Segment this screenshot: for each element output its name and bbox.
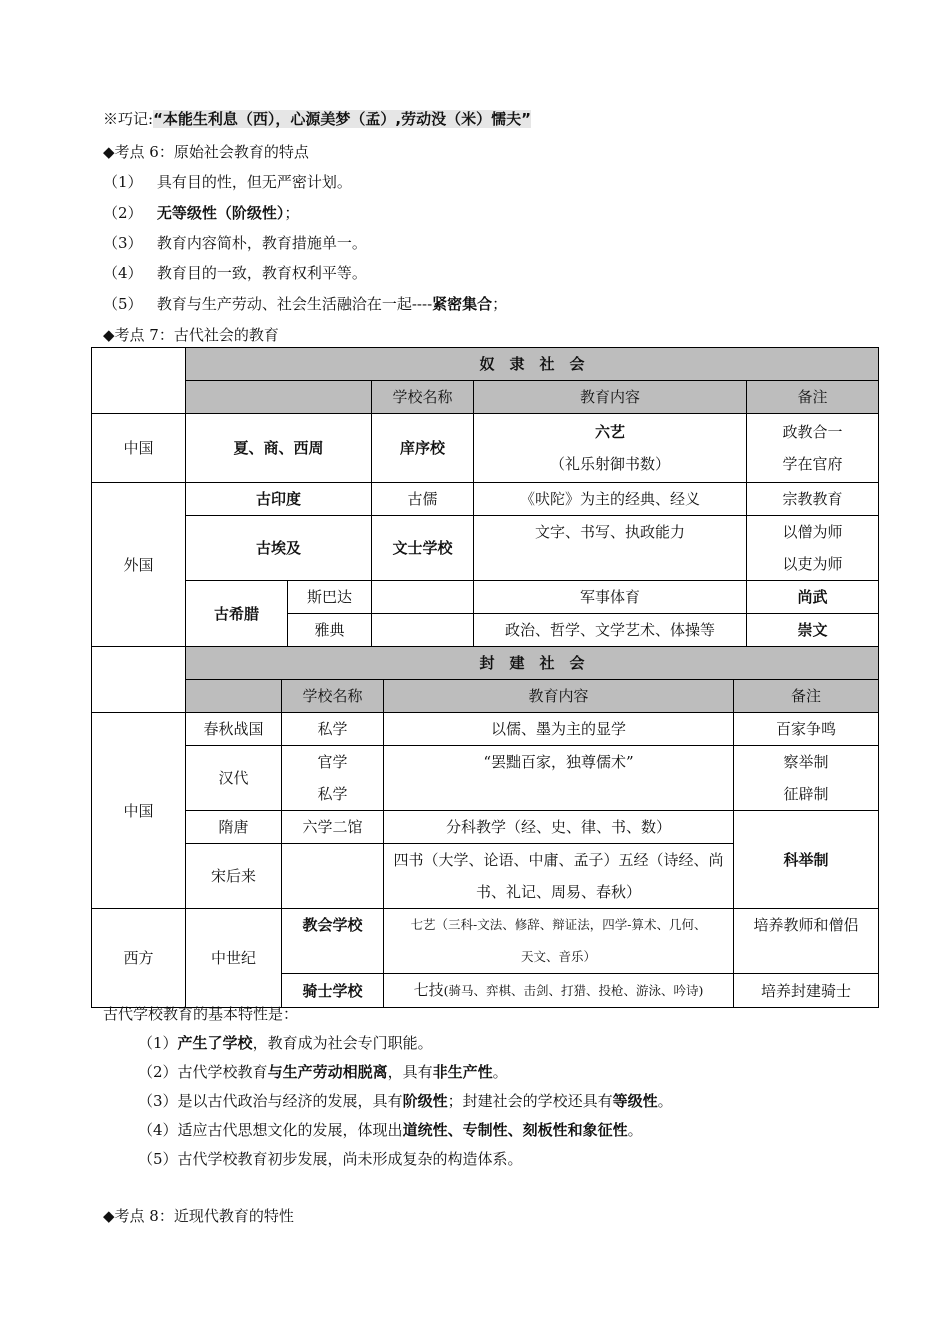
item-text: 古代学校教育 bbox=[177, 1063, 268, 1081]
feudal-society-table bbox=[91, 646, 879, 1008]
ancient-item-5 bbox=[138, 1149, 523, 1169]
note-church: 培养教师和僧侣 bbox=[734, 909, 879, 974]
content-liuyi bbox=[474, 414, 747, 483]
school-empty bbox=[372, 581, 474, 614]
note-line: 学在官府 bbox=[782, 455, 843, 473]
school-scribe: 文士学校 bbox=[372, 516, 474, 581]
period-sui-tang: 隋唐 bbox=[186, 811, 282, 844]
content-church bbox=[384, 909, 734, 974]
item-bold: 阶级性 bbox=[402, 1092, 448, 1110]
content-line: 天文、音乐） bbox=[520, 949, 596, 964]
item-bold: 紧密集合 bbox=[432, 295, 493, 313]
slave-header: 奴 隶 社 会 bbox=[186, 348, 879, 381]
country-greece: 古希腊 bbox=[186, 581, 288, 647]
school-guru: 古儒 bbox=[372, 483, 474, 516]
content-sub: （礼乐射御书数） bbox=[549, 455, 670, 473]
school-empty bbox=[282, 844, 384, 909]
region-west: 西方 bbox=[92, 909, 186, 1008]
note-religion: 宗教教育 bbox=[747, 483, 879, 516]
note-knight: 培养封建骑士 bbox=[734, 974, 879, 1008]
content-sui-tang: 分科教学（经、史、律、书、数） bbox=[384, 811, 734, 844]
kp6-item-5 bbox=[103, 294, 507, 314]
period-medieval: 中世纪 bbox=[186, 909, 282, 1008]
slave-society-table bbox=[91, 347, 879, 647]
item-bold: 等级性 bbox=[612, 1092, 658, 1110]
note-line: 以僧为师 bbox=[782, 523, 843, 541]
city-sparta: 斯巴达 bbox=[288, 581, 372, 614]
blank-header bbox=[186, 381, 372, 414]
school-xiangxu: 庠序校 bbox=[372, 414, 474, 483]
corner-cell bbox=[92, 647, 186, 713]
note-line: 以吏为师 bbox=[782, 555, 843, 573]
region-foreign: 外国 bbox=[92, 483, 186, 647]
item-num: （5） bbox=[138, 1150, 178, 1168]
item-text: 。 bbox=[492, 1063, 508, 1081]
item-text: 具有目的性，但无严密计划。 bbox=[156, 173, 352, 191]
kp8-title: ◆考点 8：近现代教育的特性 bbox=[103, 1207, 294, 1225]
kp6-title: ◆考点 6：原始社会教育的特点 bbox=[103, 143, 309, 161]
content-veda: 《吠陀》为主的经典、经义 bbox=[474, 483, 747, 516]
school-empty bbox=[372, 614, 474, 647]
region-china: 中国 bbox=[92, 713, 186, 909]
note-line: 政教合一 bbox=[782, 423, 843, 441]
item-num: （1） bbox=[103, 173, 143, 191]
note-china bbox=[747, 414, 879, 483]
note-line: 征辟制 bbox=[783, 785, 829, 803]
note-han bbox=[734, 746, 879, 811]
ancient-item-4 bbox=[138, 1120, 643, 1140]
note-keju: 科举制 bbox=[734, 811, 879, 909]
school-church: 教会学校 bbox=[282, 909, 384, 974]
region-china: 中国 bbox=[92, 414, 186, 483]
kp6-item-3 bbox=[103, 233, 367, 253]
item-bold: 道统性、专制性、刻板性和象征性 bbox=[402, 1121, 628, 1139]
content-main: 六艺 bbox=[594, 423, 625, 441]
col-school-name: 学校名称 bbox=[282, 680, 384, 713]
country-egypt: 古埃及 bbox=[186, 516, 372, 581]
period-song: 宋后来 bbox=[186, 844, 282, 909]
school-sui-tang: 六学二馆 bbox=[282, 811, 384, 844]
corner-cell bbox=[92, 348, 186, 414]
content-song bbox=[384, 844, 734, 909]
note-line: 察举制 bbox=[783, 753, 829, 771]
note-spring: 百家争鸣 bbox=[734, 713, 879, 746]
col-note: 备注 bbox=[747, 381, 879, 414]
kp6-item-4 bbox=[103, 263, 367, 283]
feudal-header: 封 建 社 会 bbox=[186, 647, 879, 680]
ancient-item-2 bbox=[138, 1062, 508, 1082]
ancient-item-1 bbox=[138, 1033, 433, 1053]
content-line: 四书（大学、论语、中庸、孟子）五经（诗经、尚 bbox=[393, 851, 724, 869]
school-han bbox=[282, 746, 384, 811]
item-text: 教育目的一致，教育权利平等。 bbox=[156, 264, 367, 282]
school-line: 官学 bbox=[317, 753, 348, 771]
col-note: 备注 bbox=[734, 680, 879, 713]
content-han: “罢黜百家，独尊儒术” bbox=[384, 746, 734, 811]
content-sparta: 军事体育 bbox=[474, 581, 747, 614]
col-content: 教育内容 bbox=[384, 680, 734, 713]
col-school-name: 学校名称 bbox=[372, 381, 474, 414]
mnemonic-text: “本能生利息（西），心源美梦（孟）,劳动没（米）懦夫” bbox=[153, 110, 531, 128]
item-text: ；封建社会的学校还具有 bbox=[447, 1092, 613, 1110]
ancient-title: 古代学校教育的基本特性是： bbox=[103, 1005, 299, 1023]
content-sub: (骑马、弈棋、击剑、打猎、投枪、游泳、吟诗) bbox=[443, 983, 704, 998]
item-num: （2） bbox=[103, 204, 143, 222]
country-india: 古印度 bbox=[186, 483, 372, 516]
school-knight: 骑士学校 bbox=[282, 974, 384, 1008]
item-text: 。 bbox=[627, 1121, 643, 1139]
item-text: ； bbox=[284, 204, 300, 222]
item-text: ，具有 bbox=[387, 1063, 433, 1081]
item-text: ，教育成为社会专门职能。 bbox=[252, 1034, 433, 1052]
school-private: 私学 bbox=[282, 713, 384, 746]
kp7-title: ◆考点 7：古代社会的教育 bbox=[103, 326, 279, 344]
item-tail: ； bbox=[492, 295, 508, 313]
mnemonic-line bbox=[103, 109, 531, 129]
item-num: （2） bbox=[138, 1063, 178, 1081]
item-text: 古代学校教育初步发展，尚未形成复杂的构造体系。 bbox=[177, 1150, 523, 1168]
item-num: （4） bbox=[138, 1121, 178, 1139]
item-bold: 产生了学校 bbox=[177, 1034, 253, 1052]
period-spring-autumn: 春秋战国 bbox=[186, 713, 282, 746]
content-spring: 以儒、墨为主的显学 bbox=[384, 713, 734, 746]
item-text: 适应古代思想文化的发展，体现出 bbox=[177, 1121, 403, 1139]
blank-header bbox=[186, 680, 282, 713]
ancient-item-3 bbox=[138, 1091, 673, 1111]
item-text: 。 bbox=[657, 1092, 673, 1110]
note-egypt bbox=[747, 516, 879, 581]
item-bold: 非生产性 bbox=[432, 1063, 493, 1081]
item-bold: 无等级性（阶级性） bbox=[156, 204, 285, 222]
item-num: （3） bbox=[103, 234, 143, 252]
school-line: 私学 bbox=[317, 785, 348, 803]
item-num: （1） bbox=[138, 1034, 178, 1052]
content-knight bbox=[384, 974, 734, 1008]
content-line: 书、礼记、周易、春秋） bbox=[475, 883, 641, 901]
city-athens: 雅典 bbox=[288, 614, 372, 647]
item-text: 是以古代政治与经济的发展，具有 bbox=[177, 1092, 403, 1110]
item-bold: 与生产劳动相脱离 bbox=[267, 1063, 388, 1081]
item-text: 教育内容简朴，教育措施单一。 bbox=[156, 234, 367, 252]
item-text: 教育与生产劳动、社会生活融洽在一起---- bbox=[156, 295, 433, 313]
content-line: 七艺（三科-文法、修辞、辩证法，四学-算术、几何、 bbox=[410, 917, 707, 932]
kp6-item-2 bbox=[103, 203, 299, 223]
mnemonic-prefix: ※巧记: bbox=[103, 110, 154, 128]
item-num: （4） bbox=[103, 264, 143, 282]
col-content: 教育内容 bbox=[474, 381, 747, 414]
period-xia-shang-zhou: 夏、商、西周 bbox=[186, 414, 372, 483]
content-main: 七技 bbox=[413, 981, 444, 999]
note-sparta: 尚武 bbox=[747, 581, 879, 614]
kp6-item-1 bbox=[103, 172, 352, 192]
item-num: （3） bbox=[138, 1092, 178, 1110]
content-egypt: 文字、书写、执政能力 bbox=[474, 516, 747, 581]
content-athens: 政治、哲学、文学艺术、体操等 bbox=[474, 614, 747, 647]
note-athens: 崇文 bbox=[747, 614, 879, 647]
period-han: 汉代 bbox=[186, 746, 282, 811]
item-num: （5） bbox=[103, 295, 143, 313]
